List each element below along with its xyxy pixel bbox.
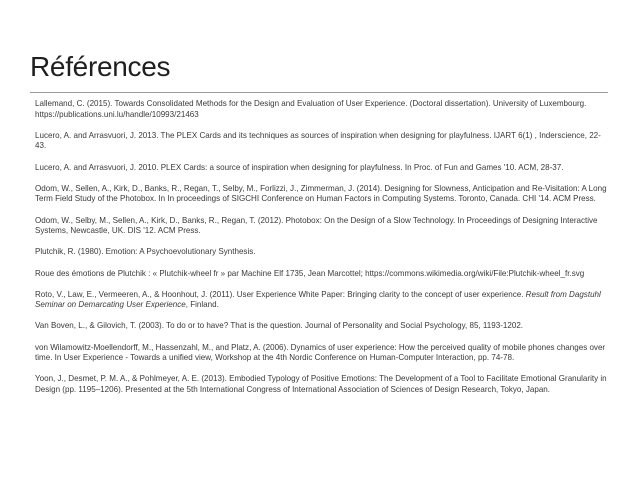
reference-item [35, 374, 610, 395]
reference-text: Lucero, A. and Arrasvuori, J. 2013. The PLEX Cards and its techniques as sources of inspiration when designing for playfulness. IJART 6(1) , Inderscience, 22-43. [35, 130, 601, 151]
reference-item [35, 343, 610, 364]
reference-item [35, 184, 610, 205]
reference-tail-text: , Finland. [185, 300, 219, 310]
reference-item [35, 163, 610, 174]
reference-text: von Wilamowitz-Moellendorff, M., Hassenzahl, M., and Platz, A. (2006). Dynamics of user experience: How the perceived quality of mobile phones changes over time. In User Experience - Towards a unified view, Workshop at the 4th Nordic Conference on Human-Computer Interaction, pp. 74-78. [35, 342, 606, 363]
reference-text: Lallemand, C. (2015). Towards Consolidated Methods for the Design and Evaluation of User Experience. (Doctoral dissertation). University of Luxembourg. https://publications.uni.lu/handle/10993/21463 [35, 99, 587, 119]
reference-list [35, 99, 610, 396]
reference-text: Van Boven, L., & Gilovich, T. (2003). To do or to have? That is the question. Journal of Personality and Social Psychology, 85, 1193-1202. [35, 321, 524, 331]
reference-text: Odom, W., Sellen, A., Kirk, D., Banks, R., Regan, T., Selby, M., Forlizzi, J., Zimmerman, J. (2014). Designing for Slowness, Anticipation and Re-Visitation: A Long Term Field Study of the Photobox. In In proceedings of SIGCHI Conference on Human Factors in Computing Systems. Toronto, Canada. CHI '14. ACM Press. [35, 183, 607, 204]
reference-item [35, 247, 610, 258]
reference-text: Lucero, A. and Arrasvuori, J. 2010. PLEX Cards: a source of inspiration when designing for playfulness. In Proc. of Fun and Games '10. ACM, 28-37. [35, 162, 564, 172]
title-divider [30, 92, 608, 93]
reference-text: Plutchik, R. (1980). Emotion: A Psychoevolutionary Synthesis. [35, 247, 256, 257]
reference-item [35, 131, 610, 152]
page-title: Références [30, 51, 171, 82]
reference-text: Roue des émotions de Plutchik : « Plutchik-wheel fr » par Machine Elf 1735, Jean Marcottel; https://commons.wikimedia.org/wiki/File:Plutchik-wheel_fr.svg [35, 268, 585, 278]
reference-text: Roto, V., Law, E., Vermeeren, A., & Hoonhout, J. (2011). User Experience White Paper: Bringing clarity to the concept of user experience. [35, 289, 526, 299]
reference-item [35, 290, 610, 311]
reference-text: Yoon, J., Desmet, P. M. A., & Pohlmeyer, A. E. (2013). Embodied Typology of Positive Emotions: The Development of a Tool to Facilitate Emotional Granularity in Design (pp. 1195–1206). Presented at the 5th International Congress of International Association of Sciences of Design Research, Tokyo, Japan. [35, 374, 607, 395]
reference-item [35, 321, 610, 332]
reference-text: Odom, W., Selby, M., Sellen, A., Kirk, D., Banks, R., Regan, T. (2012). Photobox: On the Design of a Slow Technology. In Proceedings of Designing Interactive Systems, Newcastle, UK. DIS '12. ACM Press. [35, 215, 598, 236]
reference-item [35, 216, 610, 237]
reference-item [35, 99, 610, 120]
reference-item [35, 269, 610, 280]
reference-italic-text: Result from Dagstuhl Seminar on Demarcating User Experience [35, 289, 601, 310]
